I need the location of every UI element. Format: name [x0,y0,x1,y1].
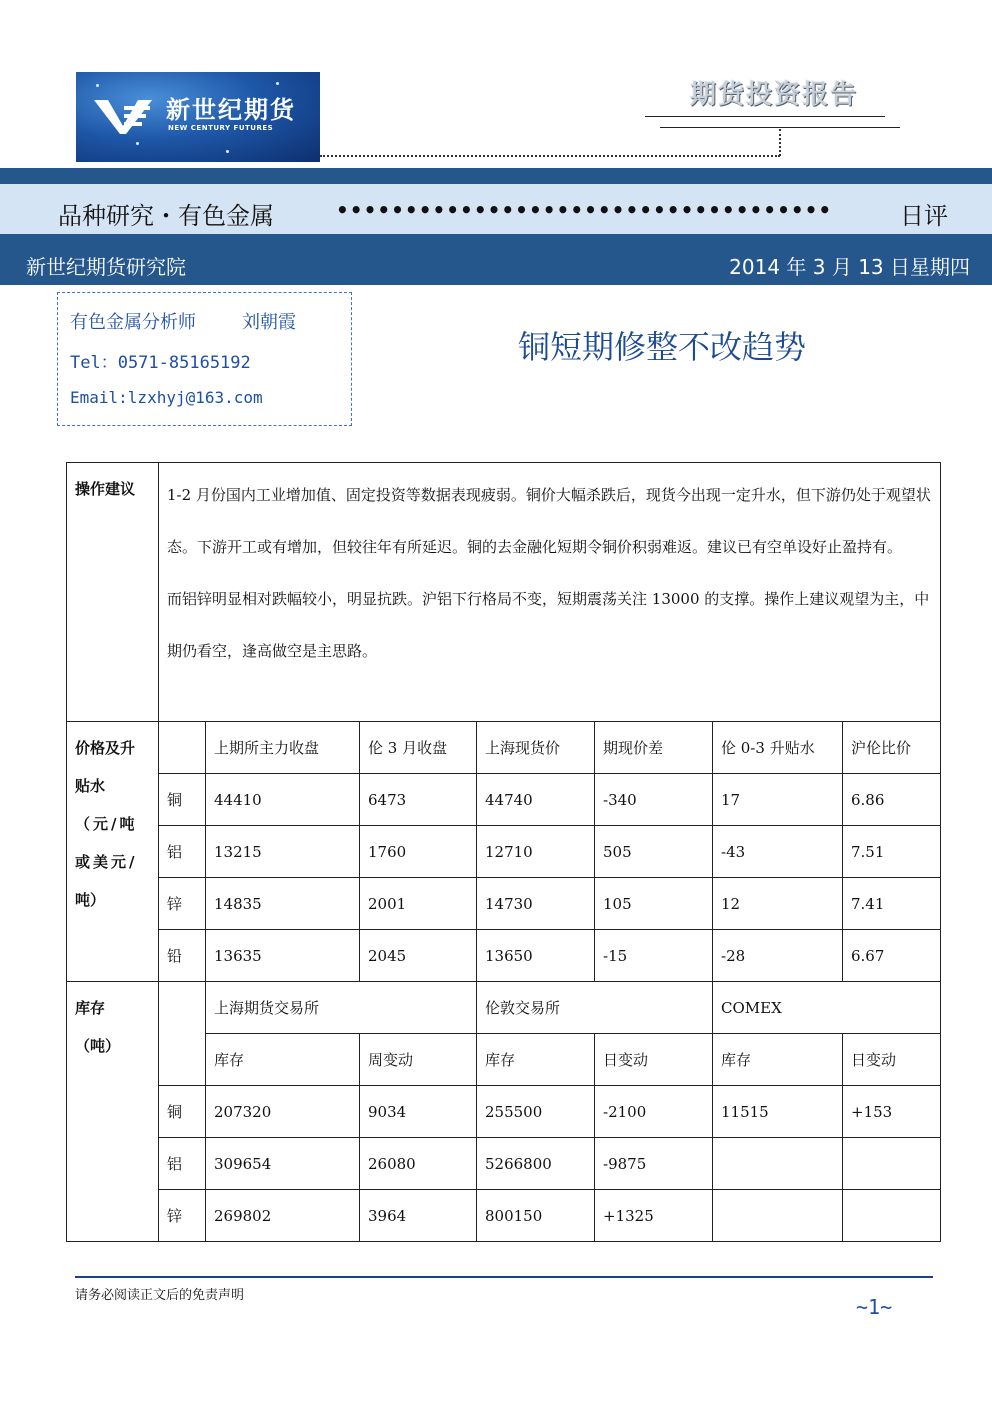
table-cell: 17 [713,774,843,826]
column-header: 沪伦比价 [843,722,941,774]
analyst-tel: Tel：0571-85165192 [70,353,251,373]
table-cell: -9875 [595,1138,713,1190]
column-header: 日变动 [843,1034,941,1086]
table-cell: 44410 [206,774,360,826]
report-type: 期货投资报告 [690,80,859,110]
table-cell: -43 [713,826,843,878]
metal-label: 锌 [159,878,206,930]
column-header: 库存 [713,1034,843,1086]
logo-star [96,84,99,87]
column-header: 日变动 [595,1034,713,1086]
logo-chinese-text: 新世纪期货 [166,95,296,124]
column-header: 上期所主力收盘 [206,722,360,774]
table-cell: -28 [713,930,843,982]
inventory-label-line: 库存 [75,999,106,1017]
table-cell: +1325 [595,1190,713,1242]
column-header: 库存 [477,1034,595,1086]
table-cell: 207320 [206,1086,360,1138]
table-cell: 2045 [360,930,477,982]
table-cell [843,1190,941,1242]
exchange-header: COMEX [713,982,941,1034]
price-label-line: 贴水 [75,777,106,795]
price-label-line: 价格及升 [75,739,136,757]
table-cell: 3964 [360,1190,477,1242]
table-row [67,878,941,930]
table-cell: 6473 [360,774,477,826]
column-header: 周变动 [360,1034,477,1086]
table-cell: 12710 [477,826,595,878]
operation-paragraph: 1-2 月份国内工业增加值、固定投资等数据表现疲弱。铜价大幅杀跌后，现货今出现一定升水，但下游仍处于观望状态。下游开工或有增加，但较往年有所延迟。铜的去金融化短期令铜价积弱难返。建议已有空单设好止盈持有。 [167,486,931,556]
exchange-header: 伦敦交易所 [477,982,713,1034]
institute-name: 新世纪期货研究院 [26,255,186,279]
table-cell: 7.41 [843,878,941,930]
metal-label: 铅 [159,930,206,982]
logo-english-text: NEW CENTURY FUTURES [168,124,274,132]
inventory-label-line: （吨） [75,1037,121,1055]
report-title: 铜短期修整不改趋势 [518,328,807,366]
table-cell: 105 [595,878,713,930]
table-cell: -15 [595,930,713,982]
exchange-header: 上海期货交易所 [206,982,477,1034]
table-cell: 13650 [477,930,595,982]
table-cell [159,722,206,774]
table-cell: 309654 [206,1138,360,1190]
table-cell [843,1138,941,1190]
table-cell: -340 [595,774,713,826]
operation-text-cell [159,463,941,722]
table-cell: 6.86 [843,774,941,826]
table-cell: 44740 [477,774,595,826]
operation-label-cell [67,463,159,722]
operation-row [67,463,941,722]
report-table [66,462,941,1242]
analyst-email[interactable]: Email:lzxhyj@163.com [70,388,263,407]
table-cell: 9034 [360,1086,477,1138]
top-band [0,168,992,184]
header-rule [660,127,900,128]
operation-paragraph: 而铝锌明显相对跌幅较小，明显抗跌。沪铝下行格局不变，短期震荡关注 13000 的支撑。操作上建议观望为主，中期仍看空，逢高做空是主思路。 [167,590,930,660]
table-cell: 800150 [477,1190,595,1242]
inventory-label [75,982,150,1072]
column-header: 伦 3 月收盘 [360,722,477,774]
metal-label: 锌 [159,1190,206,1242]
table-cell [159,982,206,1086]
column-header: 期现价差 [595,722,713,774]
table-cell: 26080 [360,1138,477,1190]
table-cell: 1760 [360,826,477,878]
table-cell: 14730 [477,878,595,930]
page-number: ~1~ [856,1295,893,1319]
table-cell: 269802 [206,1190,360,1242]
logo-star [276,82,279,85]
price-label-line: （元/吨 [75,815,138,833]
table-cell: 13215 [206,826,360,878]
table-row [67,826,941,878]
table-cell: 11515 [713,1086,843,1138]
table-cell: -2100 [595,1086,713,1138]
table-cell: 255500 [477,1086,595,1138]
report-date: 2014 年 3 月 13 日星期四 [729,255,970,279]
analyst-role: 有色金属分析师 [70,312,196,333]
category-label: 品种研究・有色金属 [58,202,274,230]
logo-star [226,150,229,153]
footer-rule [75,1276,933,1278]
column-header: 伦 0-3 升贴水 [713,722,843,774]
table-cell [713,1138,843,1190]
logo-mark-icon [94,96,152,136]
metal-label: 铜 [159,1086,206,1138]
table-row [67,1138,941,1190]
table-cell: 7.51 [843,826,941,878]
company-logo [76,72,320,162]
disclaimer-text: 请务必阅读正文后的免责声明 [75,1288,245,1303]
table-row [67,930,941,982]
price-label-line: 吨） [75,891,106,909]
column-header: 上海现货价 [477,722,595,774]
table-cell: +153 [843,1086,941,1138]
table-row [67,1190,941,1242]
metal-label: 铜 [159,774,206,826]
table-cell: 13635 [206,930,360,982]
frequency-label: 日评 [900,202,948,230]
table-row [67,774,941,826]
dot-leader: •••••••••••••••••••••••••••••••••••• [336,198,833,222]
price-label [75,722,150,926]
inventory-label-cell [67,982,159,1242]
table-cell: 505 [595,826,713,878]
metal-label: 铝 [159,826,206,878]
operation-label: 操作建议 [75,480,136,498]
table-cell: 14835 [206,878,360,930]
table-row [67,1086,941,1138]
price-label-cell [67,722,159,982]
price-label-line: 或美元/ [75,853,138,871]
header-rule [645,116,885,117]
table-cell [713,1190,843,1242]
price-header-row [67,722,941,774]
table-cell: 6.67 [843,930,941,982]
metal-label: 铝 [159,1138,206,1190]
table-cell: 12 [713,878,843,930]
column-header: 库存 [206,1034,360,1086]
table-cell: 5266800 [477,1138,595,1190]
dotted-divider [779,129,781,156]
dotted-divider [320,155,780,157]
table-cell: 2001 [360,878,477,930]
logo-star [136,142,139,145]
inventory-exchange-row [67,982,941,1034]
analyst-name: 刘朝霞 [242,312,296,333]
